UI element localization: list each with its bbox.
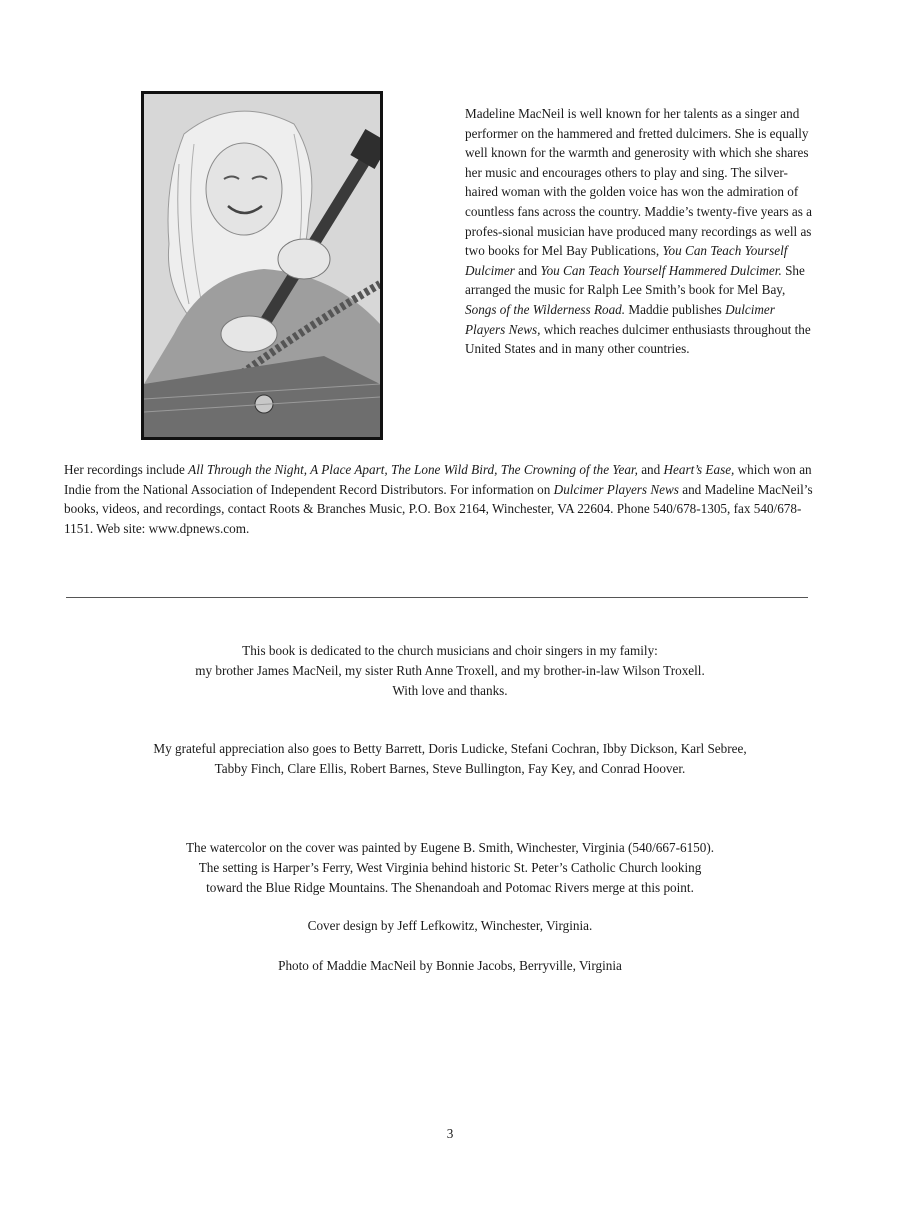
bio-text-1: Madeline MacNeil is well known for her talents as a singer and performer on the hammered and fretted dulcimers. She is equally well known for the warmth and generosity with which she shares her music and encourages others to play and sing. The silver-haired woman with the golden voice has won the admiration of countless fans across the country. Maddie’s twenty-five years as a profes-sional musician have produced many recordings as well as two books for Mel Bay Publications, bbox=[465, 106, 813, 259]
cover-design-credit bbox=[30, 916, 870, 936]
biography-paragraph bbox=[465, 104, 817, 359]
watercolor-line-2: The setting is Harper’s Ferry, West Virginia behind historic St. Peter’s Catholic Church looking bbox=[198, 859, 702, 875]
bio-text-2: and bbox=[514, 262, 541, 278]
watercolor-line-3: toward the Blue Ridge Mountains. The Shenandoah and Potomac Rivers merge at this point. bbox=[206, 879, 694, 895]
book-title-wilderness-road: Songs of the Wilderness Road. bbox=[465, 301, 626, 317]
watercolor-credit bbox=[30, 838, 870, 897]
magazine-title: Dulcimer Players News, bbox=[465, 301, 775, 337]
recordings-paragraph bbox=[64, 460, 824, 538]
dedication-line-3: With love and thanks. bbox=[392, 682, 508, 698]
book-title-dulcimer: You Can Teach Yourself Dulcimer bbox=[465, 243, 788, 278]
recordings-contact: and Madeline MacNeil’s books, videos, and recordings, contact Roots & Branches Music, P.O. Box 2164, Winchester, VA 22604. Phone 540/678-1305, fax 540/678-1151. Web site: www.dpnews.com. bbox=[64, 481, 813, 536]
appreciation-line-1: My grateful appreciation also goes to Betty Barrett, Doris Ludicke, Stefani Cochran, Ibby Dickson, Karl Sebree, bbox=[153, 741, 747, 756]
recordings-magazine-title: Dulcimer Players News bbox=[553, 481, 679, 497]
book-title-hammered-dulcimer: You Can Teach Yourself Hammered Dulcimer. bbox=[540, 262, 782, 278]
author-photo-illustration bbox=[144, 94, 380, 437]
dedication-line-1: This book is dedicated to the church musicians and choir singers in my family: bbox=[242, 643, 658, 658]
dedication-line-2: my brother James MacNeil, my sister Ruth Anne Troxell, and my brother-in-law Wilson Troxell. bbox=[195, 662, 705, 678]
appreciation bbox=[30, 739, 870, 779]
photo-credit bbox=[30, 956, 870, 976]
recording-hearts-ease: Heart’s Ease, bbox=[663, 462, 735, 477]
photo-credit-text: Photo of Maddie MacNeil by Bonnie Jacobs, Berryville, Virginia bbox=[278, 958, 622, 973]
dedication bbox=[30, 641, 870, 700]
page-number: 3 bbox=[446, 1126, 454, 1141]
appreciation-line-2: Tabby Finch, Clare Ellis, Robert Barnes, Steve Bullington, Fay Key, and Conrad Hoover. bbox=[214, 760, 686, 776]
bio-text-4: Maddie publishes bbox=[625, 301, 726, 317]
cover-credit-text: Cover design by Jeff Lefkowitz, Winchester, Virginia. bbox=[307, 918, 593, 933]
recordings-intro: Her recordings include bbox=[64, 462, 189, 477]
recording-titles: All Through the Night, A Place Apart, The Lone Wild Bird, The Crowning of the Year, bbox=[188, 462, 638, 477]
bio-text-3: She arranged the music for Ralph Lee Smith’s book for Mel Bay, bbox=[465, 262, 805, 298]
bio-text-5: which reaches dulcimer enthusiasts throughout the United States and in many other countries. bbox=[465, 321, 811, 357]
watercolor-line-1: The watercolor on the cover was painted by Eugene B. Smith, Winchester, Virginia (540/667-6150). bbox=[185, 840, 715, 855]
recordings-and: and bbox=[637, 462, 664, 477]
recordings-award: which won an Indie from the National Association of Independent Record Distributors. For information on bbox=[64, 462, 812, 497]
author-photo bbox=[141, 91, 383, 440]
section-divider bbox=[66, 597, 808, 598]
